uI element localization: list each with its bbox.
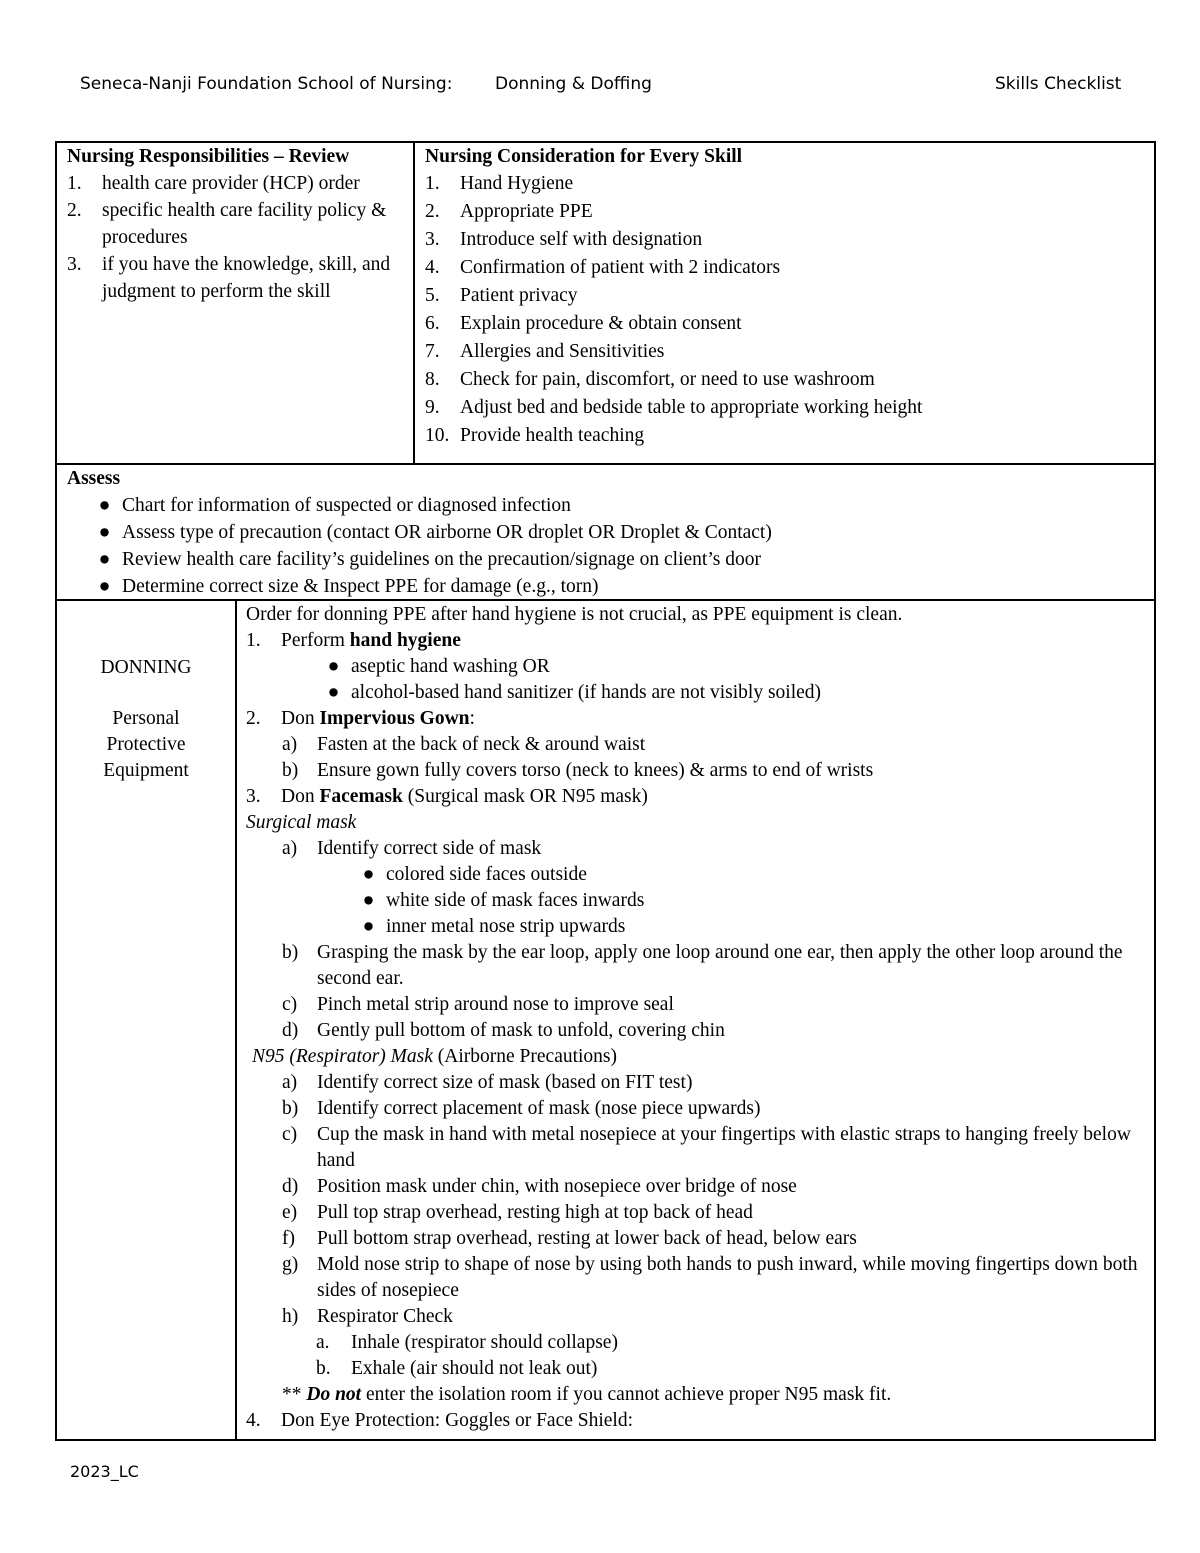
step-3: 3. Don Facemask (Surgical mask OR N95 mask) — [246, 786, 648, 807]
donning-label: DONNING — [100, 657, 192, 678]
step-2: 2. Don Impervious Gown: — [246, 708, 475, 729]
n95-mask-title: N95 (Respirator) Mask (Airborne Precautions) — [252, 1046, 618, 1067]
surgical-mask-title: Surgical mask — [246, 812, 357, 833]
list-item: 3. Introduce self with designation — [425, 229, 703, 250]
list-item: a) Identify correct size of mask (based on FIT test) — [282, 1072, 693, 1093]
considerations-cell — [425, 143, 1145, 450]
list-item: 8. Check for pain, discomfort, or need to use washroom — [425, 369, 875, 390]
list-item: a) Identify correct side of mask — [282, 838, 542, 859]
donning-sublabel: Equipment — [103, 760, 189, 781]
donning-sublabel: Protective — [106, 734, 186, 755]
footer: 2023_LC — [70, 1462, 139, 1481]
list-item: 1. health care provider (HCP) order — [67, 173, 360, 194]
list-item: a) Fasten at the back of neck & around waist — [282, 734, 646, 755]
list-item: d) Position mask under chin, with nosepiece over bridge of nose — [282, 1176, 797, 1197]
donning-intro: Order for donning PPE after hand hygiene is not crucial, as PPE equipment is clean. — [246, 604, 903, 625]
donning-content-cell — [246, 602, 1148, 1434]
considerations-title: Nursing Consideration for Every Skill — [425, 146, 743, 167]
list-item: 2. specific health care facility policy & procedures — [67, 200, 387, 248]
list-item: ● Chart for information of suspected or diagnosed infection — [98, 495, 571, 516]
assess-cell — [67, 465, 1147, 600]
list-item: ● Determine correct size & Inspect PPE for damage (e.g., torn) — [98, 576, 599, 597]
list-item: 4. Confirmation of patient with 2 indicators — [425, 257, 781, 278]
list-item: h) Respirator Check — [282, 1306, 453, 1327]
list-item: ● Assess type of precaution (contact OR airborne OR droplet OR Droplet & Contact) — [98, 522, 772, 543]
donning-label-cell — [57, 654, 235, 784]
list-item: 7. Allergies and Sensitivities — [425, 341, 665, 362]
list-item: 2. Appropriate PPE — [425, 201, 593, 222]
list-item: b) Grasping the mask by the ear loop, apply one loop around one ear, then apply the other loop around the second ear. — [282, 942, 1123, 989]
list-item: ● alcohol-based hand sanitizer (if hands are not visibly soiled) — [327, 682, 822, 703]
divider — [235, 599, 237, 1441]
list-item: ● inner metal nose strip upwards — [362, 916, 626, 937]
list-item: e) Pull top strap overhead, resting high at top back of head — [282, 1202, 753, 1223]
responsibilities-cell — [67, 143, 407, 305]
donning-sublabel: Personal — [112, 708, 180, 729]
header-school: Seneca-Nanji Foundation School of Nursing: — [80, 74, 453, 94]
list-item: d) Gently pull bottom of mask to unfold, covering chin — [282, 1020, 725, 1041]
responsibilities-title: Nursing Responsibilities – Review — [67, 146, 350, 167]
list-item: c) Pinch metal strip around nose to improve seal — [282, 994, 674, 1015]
list-item: 6. Explain procedure & obtain consent — [425, 313, 742, 334]
list-item: c) Cup the mask in hand with metal nosepiece at your fingertips with elastic straps to hanging freely below hand — [282, 1124, 1131, 1171]
list-item: b. Exhale (air should not leak out) — [316, 1358, 598, 1379]
list-item: f) Pull bottom strap overhead, resting at lower back of head, below ears — [282, 1228, 857, 1249]
list-item: g) Mold nose strip to shape of nose by using both hands to push inward, while moving fingertips down both sides of nosepiece — [282, 1254, 1138, 1301]
list-item: 9. Adjust bed and bedside table to appropriate working height — [425, 397, 923, 418]
list-item: 1. Hand Hygiene — [425, 173, 574, 194]
list-item: ● Review health care facility’s guidelines on the precaution/signage on client’s door — [98, 549, 761, 570]
n95-warning: ** Do not enter the isolation room if you cannot achieve proper N95 mask fit. — [282, 1384, 892, 1405]
assess-title: Assess — [67, 468, 121, 489]
divider — [413, 141, 415, 465]
step-4: 4. Don Eye Protection: Goggles or Face Shield: — [246, 1410, 634, 1431]
list-item: 10. Provide health teaching — [425, 425, 645, 446]
list-item: a. Inhale (respirator should collapse) — [316, 1332, 618, 1353]
list-item: ● white side of mask faces inwards — [362, 890, 645, 911]
list-item: b) Ensure gown fully covers torso (neck to knees) & arms to end of wrists — [282, 760, 874, 781]
list-item: ● colored side faces outside — [362, 864, 587, 885]
list-item: 3. if you have the knowledge, skill, and judgment to perform the skill — [67, 254, 391, 302]
list-item: b) Identify correct placement of mask (nose piece upwards) — [282, 1098, 761, 1119]
header-topic: Donning & Doffing — [495, 74, 652, 94]
list-item: ● aseptic hand washing OR — [327, 656, 550, 677]
list-item: 5. Patient privacy — [425, 285, 578, 306]
header-doc-type: Skills Checklist — [995, 74, 1122, 94]
step-1: 1. Perform hand hygiene — [246, 630, 461, 651]
